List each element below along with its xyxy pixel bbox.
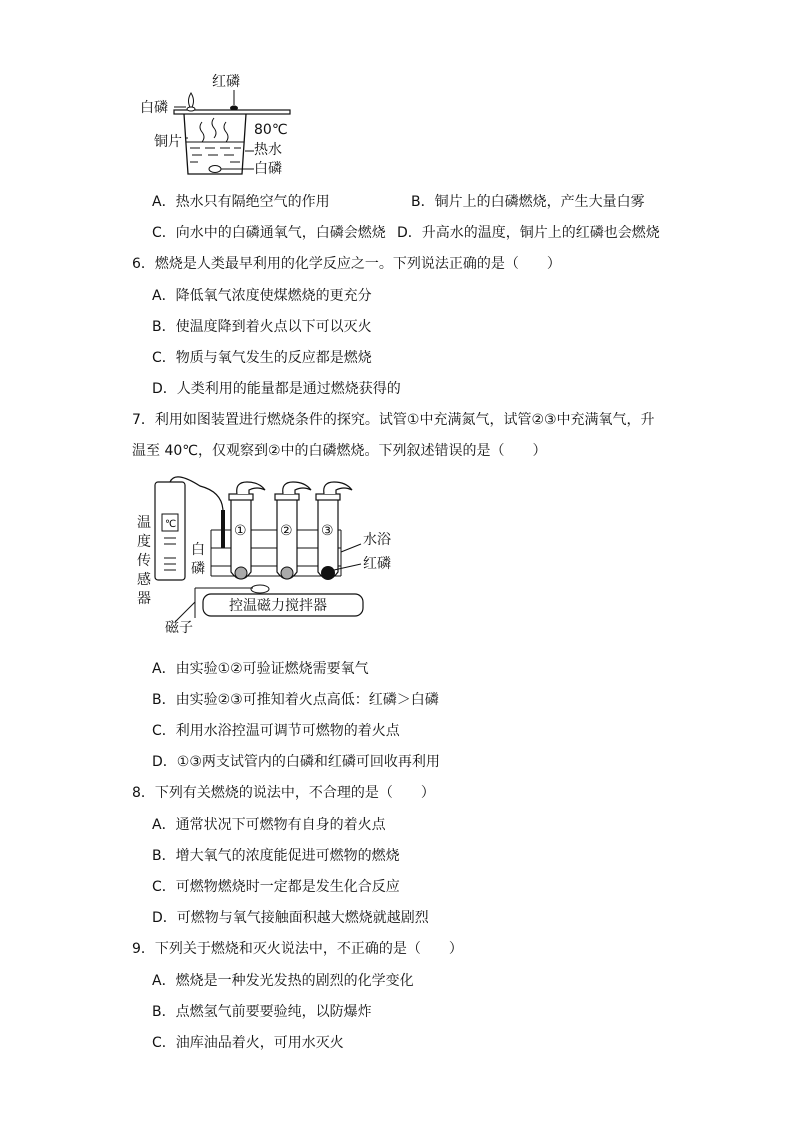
magnet-label: 磁子 — [165, 620, 193, 636]
q9-option-b: B．点燃氢气前要要验纯，以防爆炸 — [152, 1004, 372, 1020]
white-phosphorus-1 — [235, 567, 247, 579]
tube-label-1: ① — [234, 523, 247, 539]
q5-option-d: D．升高水的温度，铜片上的红磷也会燃烧 — [397, 225, 660, 241]
white-p-label-1: 白 — [191, 542, 205, 558]
white-phosphorus-2 — [281, 567, 293, 579]
q5-option-b: B．铜片上的白磷燃烧，产生大量白雾 — [411, 194, 645, 210]
temperature-probe — [221, 510, 225, 548]
sensor-label-1: 温 — [137, 515, 151, 531]
label-copper: 铜片 — [154, 134, 182, 150]
apparatus-figure — [135, 472, 405, 637]
label-hot-water: 热水 — [254, 142, 282, 158]
red-phosphorus-label: 红磷 — [363, 556, 391, 572]
stirrer-label: 控温磁力搅拌器 — [229, 598, 327, 614]
q7-option-a: A．由实验①②可验证燃烧需要氧气 — [152, 661, 369, 677]
label-red-phosphorus: 红磷 — [212, 74, 240, 90]
q8-stem: 8．下列有关燃烧的说法中，不合理的是（ ） — [132, 785, 435, 801]
q7-stem-line1: 7．利用如图装置进行燃烧条件的探究。试管①中充满氮气，试管②③中充满氧气，升 — [132, 412, 655, 428]
sensor-label-5: 器 — [137, 591, 151, 607]
q9-option-c: C．油库油品着火，可用水灭火 — [152, 1035, 344, 1051]
water-bath-label: 水浴 — [363, 532, 391, 548]
red-phosphorus — [230, 106, 238, 111]
q7-option-c: C．利用水浴控温可调节可燃物的着火点 — [152, 723, 400, 739]
q6-option-c: C．物质与氧气发生的反应都是燃烧 — [152, 350, 372, 366]
hot-water-lines — [190, 148, 241, 162]
beaker-figure — [130, 70, 310, 182]
q8-option-c: C．可燃物燃烧时一定都是发生化合反应 — [152, 879, 400, 895]
q7-option-d: D．①③两支试管内的白磷和红磷可回收再利用 — [152, 754, 440, 770]
label-white-phosphorus-bottom: 白磷 — [254, 161, 282, 177]
tube-label-2: ② — [280, 523, 293, 539]
q8-option-a: A．通常状况下可燃物有自身的着火点 — [152, 817, 386, 833]
steam — [200, 118, 228, 142]
q5-option-c: C．向水中的白磷通氧气，白磷会燃烧 — [152, 225, 386, 241]
q9-option-a: A．燃烧是一种发光发热的剧烈的化学变化 — [152, 973, 414, 989]
q5-option-a: A．热水只有隔绝空气的作用 — [152, 194, 330, 210]
q6-option-d: D．人类利用的能量都是通过燃烧获得的 — [152, 381, 401, 397]
white-phosphorus-bottom — [209, 166, 221, 173]
stir-bar — [251, 585, 269, 593]
q6-stem: 6．燃烧是人类最早利用的化学反应之一。下列说法正确的是（ ） — [132, 256, 561, 272]
q8-option-b: B．增大氧气的浓度能促进可燃物的燃烧 — [152, 848, 400, 864]
white-p-label-2: 磷 — [191, 561, 205, 577]
q6-option-a: A．降低氧气浓度使煤燃烧的更充分 — [152, 288, 372, 304]
q8-option-d: D．可燃物与氧气接触面积越大燃烧就越剧烈 — [152, 910, 429, 926]
sensor-label-2: 度 — [137, 534, 151, 550]
q7-option-b: B．由实验②③可推知着火点高低：红磷＞白磷 — [152, 692, 439, 708]
q6-option-b: B．使温度降到着火点以下可以灭火 — [152, 319, 372, 335]
label-temp: 80℃ — [254, 122, 288, 138]
q9-stem: 9．下列关于燃烧和灭火说法中，不正确的是（ ） — [132, 941, 463, 957]
q7-stem-line2: 温至 40℃，仅观察到②中的白磷燃烧。下列叙述错误的是（ ） — [132, 443, 547, 459]
sensor-label-3: 传 — [137, 553, 151, 569]
tube-label-3: ③ — [321, 523, 334, 539]
label-white-phosphorus-top: 白磷 — [140, 100, 168, 116]
svg-text:℃: ℃ — [165, 519, 177, 530]
red-phosphorus-3 — [321, 566, 335, 580]
sensor-label-4: 感 — [137, 572, 151, 588]
